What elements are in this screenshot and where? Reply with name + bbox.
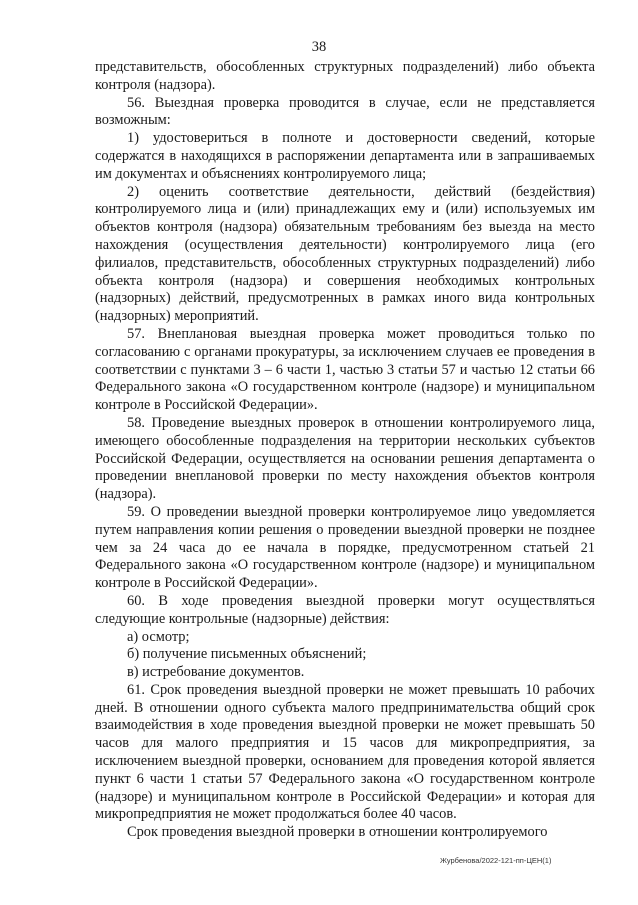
paragraph-60-item-a: а) осмотр; [127, 628, 190, 645]
paragraph-56-item-1: 1) удостовериться в полноте и достоверности сведений, которые содержатся в находящихся в распоряжении департамента или в запрашиваемых им документах и объяснениях контролируемого лица; [95, 130, 595, 182]
paragraph-61-continuation: Срок проведения выездной проверки в отношении контролируемого [127, 824, 548, 841]
paragraph-56: 56. Выездная проверка проводится в случае, если не представляется возможным: [95, 94, 595, 129]
paragraph-60: 60. В ходе проведения выездной проверки могут осуществляться следующие контрольные (надзорные) действия: [95, 592, 595, 627]
paragraph-56-item-2: 2) оценить соответствие деятельности, действий (бездействия) контролируемого лица и (или) принадлежащих ему и (или) используемых им объектов контроля (надзора) обязательным требованиям без выезда на место нахождения (осуществления деятельности) контролируемого лица (его филиалов, представительств, обособленных структурных подразделений) либо объекта контроля (надзора) и совершения необходимых контрольных (надзорных) действий, предусмотренных в рамках иного вида контрольных (надзорных) мероприятий. [95, 183, 595, 325]
paragraph-continuation: представительств, обособленных структурных подразделений) либо объекта контроля (надзора). [95, 59, 595, 93]
paragraph-57: 57. Внеплановая выездная проверка может проводиться только по согласованию с органами прокуратуры, за исключением случаев ее проведения в соответствии с пунктами 3 – 6 части 1, частью 3 статьи 57 и частью 12 статьи 66 Федерального закона «О государственном контроле (надзоре) и муниципальном контроле в Российской Федерации». [95, 325, 595, 414]
page-number: 38 [311, 39, 327, 55]
paragraph-59: 59. О проведении выездной проверки контролируемое лицо уведомляется путем направления копии решения о проведении выездной проверки не позднее чем за 24 часа до ее начала в порядке, предусмотренном статьей 21 Федерального закона «О государственном контроле (надзоре) и муниципальном контроле в Российской Федерации». [95, 503, 595, 592]
paragraph-58: 58. Проведение выездных проверок в отношении контролируемого лица, имеющего обособленные подразделения на территории нескольких субъектов Российской Федерации, осуществляется на основании решения департамента о проведении внеплановой проверки по месту нахождения объектов контроля (надзора). [95, 414, 595, 503]
document-body [95, 59, 595, 842]
paragraph-60-item-c: в) истребование документов. [127, 664, 305, 681]
document-footer-code: Журбенова/2022-121-пп-ЦЕН(1) [440, 856, 552, 865]
paragraph-61: 61. Срок проведения выездной проверки не может превышать 10 рабочих дней. В отношении одного субъекта малого предпринимательства общий срок взаимодействия в ходе проведения выездной проверки не может превышать 50 часов для малого предприятия и 15 часов для микропредприятия, за исключением выездной проверки, основанием для проведения которой является пункт 6 части 1 статьи 57 Федерального закона «О государственном контроле (надзоре) и муниципальном контроле в Российской Федерации» и которая для микропредприятия не может продолжаться более 40 часов. [95, 681, 595, 823]
paragraph-60-item-b: б) получение письменных объяснений; [127, 646, 367, 663]
